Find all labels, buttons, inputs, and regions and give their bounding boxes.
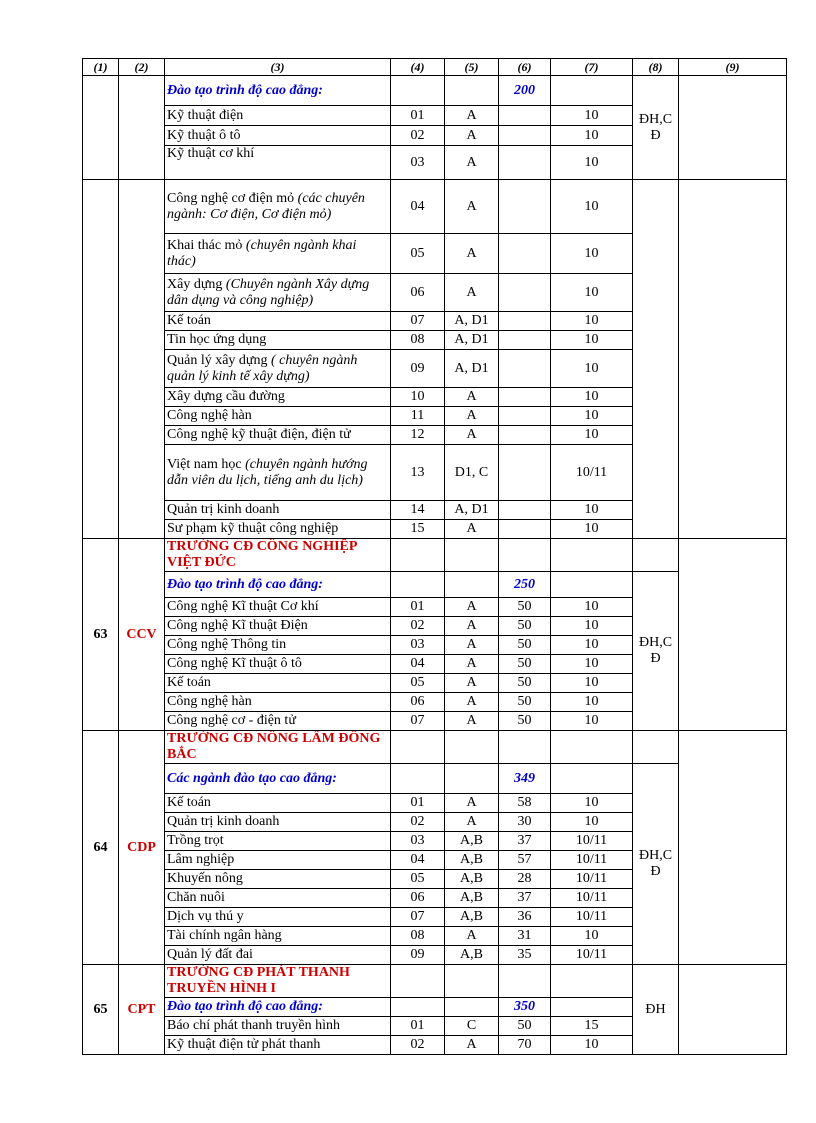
table-row: Xây dựng (Chuyên ngành Xây dựng dân dụng và công nghiệp) 06 A 10 (83, 274, 787, 312)
table-row: Dịch vụ thú y 07 A,B 36 10/11 (83, 908, 787, 927)
table-row: Kế toán 05 A 50 10 (83, 674, 787, 693)
table-row: Kỹ thuật cơ khí 03 A 10 (83, 146, 787, 180)
header-col-2: (2) (119, 59, 165, 76)
code-cell (119, 76, 165, 180)
table-row: Công nghệ Thông tin 03 A 50 10 (83, 636, 787, 655)
no-cell (83, 76, 119, 180)
table-row: Kế toán 07 A, D1 10 (83, 312, 787, 331)
table-row: Kỹ thuật điện 01 A 10 (83, 106, 787, 126)
table-row: Công nghệ Kĩ thuật Điện 02 A 50 10 (83, 617, 787, 636)
section-title: Đào tạo trình độ cao đẳng: (165, 998, 391, 1017)
table-row: Tài chính ngân hàng 08 A 31 10 (83, 927, 787, 946)
level-cell: ĐH (633, 965, 679, 1055)
table-row: Khai thác mỏ (chuyên ngành khai thác) 05 A 10 (83, 234, 787, 274)
level-cell: ĐH,C Đ (633, 572, 679, 731)
header-row (83, 59, 787, 76)
school-row (83, 965, 787, 998)
header-col-1: (1) (83, 59, 119, 76)
table-row: Chăn nuôi 06 A,B 37 10/11 (83, 889, 787, 908)
header-col-9: (9) (679, 59, 787, 76)
section-quota: 200 (499, 76, 551, 106)
header-col-4: (4) (391, 59, 445, 76)
header-col-7: (7) (551, 59, 633, 76)
table-row: Quản lý xây dựng ( chuyên ngành quản lý kinh tế xây dựng) 09 A, D1 10 (83, 350, 787, 388)
school-code: CCV (119, 539, 165, 731)
table-row: Kỹ thuật ô tô 02 A 10 (83, 126, 787, 146)
section-title: Đào tạo trình độ cao đẳng: (165, 572, 391, 598)
table-row: Công nghệ hàn 06 A 50 10 (83, 693, 787, 712)
school-no: 63 (83, 539, 119, 731)
section-quota: 349 (499, 764, 551, 794)
school-name: TRƯỜNG CĐ CÔNG NGHIỆP VIỆT ĐỨC (165, 539, 391, 572)
section-title: Các ngành đào tạo cao đẳng: (165, 764, 391, 794)
table-row: Kỹ thuật điện tử phát thanh 02 A 70 10 (83, 1036, 787, 1055)
school-row (83, 731, 787, 764)
section-quota: 350 (499, 998, 551, 1017)
level-cell: ĐH,C Đ (633, 76, 679, 180)
table-row: Báo chí phát thanh truyền hình 01 C 50 15 (83, 1017, 787, 1036)
table-row: Xây dựng cầu đường 10 A 10 (83, 388, 787, 407)
table-row: Công nghệ cơ - điện tử 07 A 50 10 (83, 712, 787, 731)
table-row: Lâm nghiệp 04 A,B 57 10/11 (83, 851, 787, 870)
header-col-8: (8) (633, 59, 679, 76)
header-col-3: (3) (165, 59, 391, 76)
table-row: Tin học ứng dụng 08 A, D1 10 (83, 331, 787, 350)
table-row: Công nghệ hàn 11 A 10 (83, 407, 787, 426)
admissions-table (82, 58, 787, 1055)
table-row: Quản lý đất đai 09 A,B 35 10/11 (83, 946, 787, 965)
section-title: Đào tạo trình độ cao đẳng: (165, 76, 391, 106)
table-row: Quản trị kinh doanh 02 A 30 10 (83, 813, 787, 832)
table-row: Công nghệ Kĩ thuật Cơ khí 01 A 50 10 (83, 598, 787, 617)
table-row: Công nghệ Kĩ thuật ô tô 04 A 50 10 (83, 655, 787, 674)
school-no: 64 (83, 731, 119, 965)
school-name: TRƯỜNG CĐ NÔNG LÂM ĐÔNG BẮC (165, 731, 391, 764)
school-no: 65 (83, 965, 119, 1055)
table-row: Sư phạm kỹ thuật công nghiệp 15 A 10 (83, 520, 787, 539)
school-code: CPT (119, 965, 165, 1055)
section-quota: 250 (499, 572, 551, 598)
table-row: Khuyến nông 05 A,B 28 10/11 (83, 870, 787, 889)
school-code: CDP (119, 731, 165, 965)
header-col-5: (5) (445, 59, 499, 76)
table-row: Quản trị kinh doanh 14 A, D1 10 (83, 501, 787, 520)
table-row: Việt nam học (chuyên ngành hướng dẫn viên du lịch, tiếng anh du lịch) 13 D1, C 10/11 (83, 445, 787, 501)
table-row: Công nghệ kỹ thuật điện, điện tử 12 A 10 (83, 426, 787, 445)
school-row (83, 539, 787, 572)
school-name: TRƯỜNG CĐ PHÁT THANH TRUYỀN HÌNH I (165, 965, 391, 998)
table-row: Công nghệ cơ điện mỏ (các chuyên ngành: Cơ điện, Cơ điện mỏ) 04 A 10 (83, 180, 787, 234)
header-col-6: (6) (499, 59, 551, 76)
table-row: Trồng trọt 03 A,B 37 10/11 (83, 832, 787, 851)
section-row (83, 76, 787, 106)
table-row: Kế toán 01 A 58 10 (83, 794, 787, 813)
level-cell: ĐH,C Đ (633, 764, 679, 965)
